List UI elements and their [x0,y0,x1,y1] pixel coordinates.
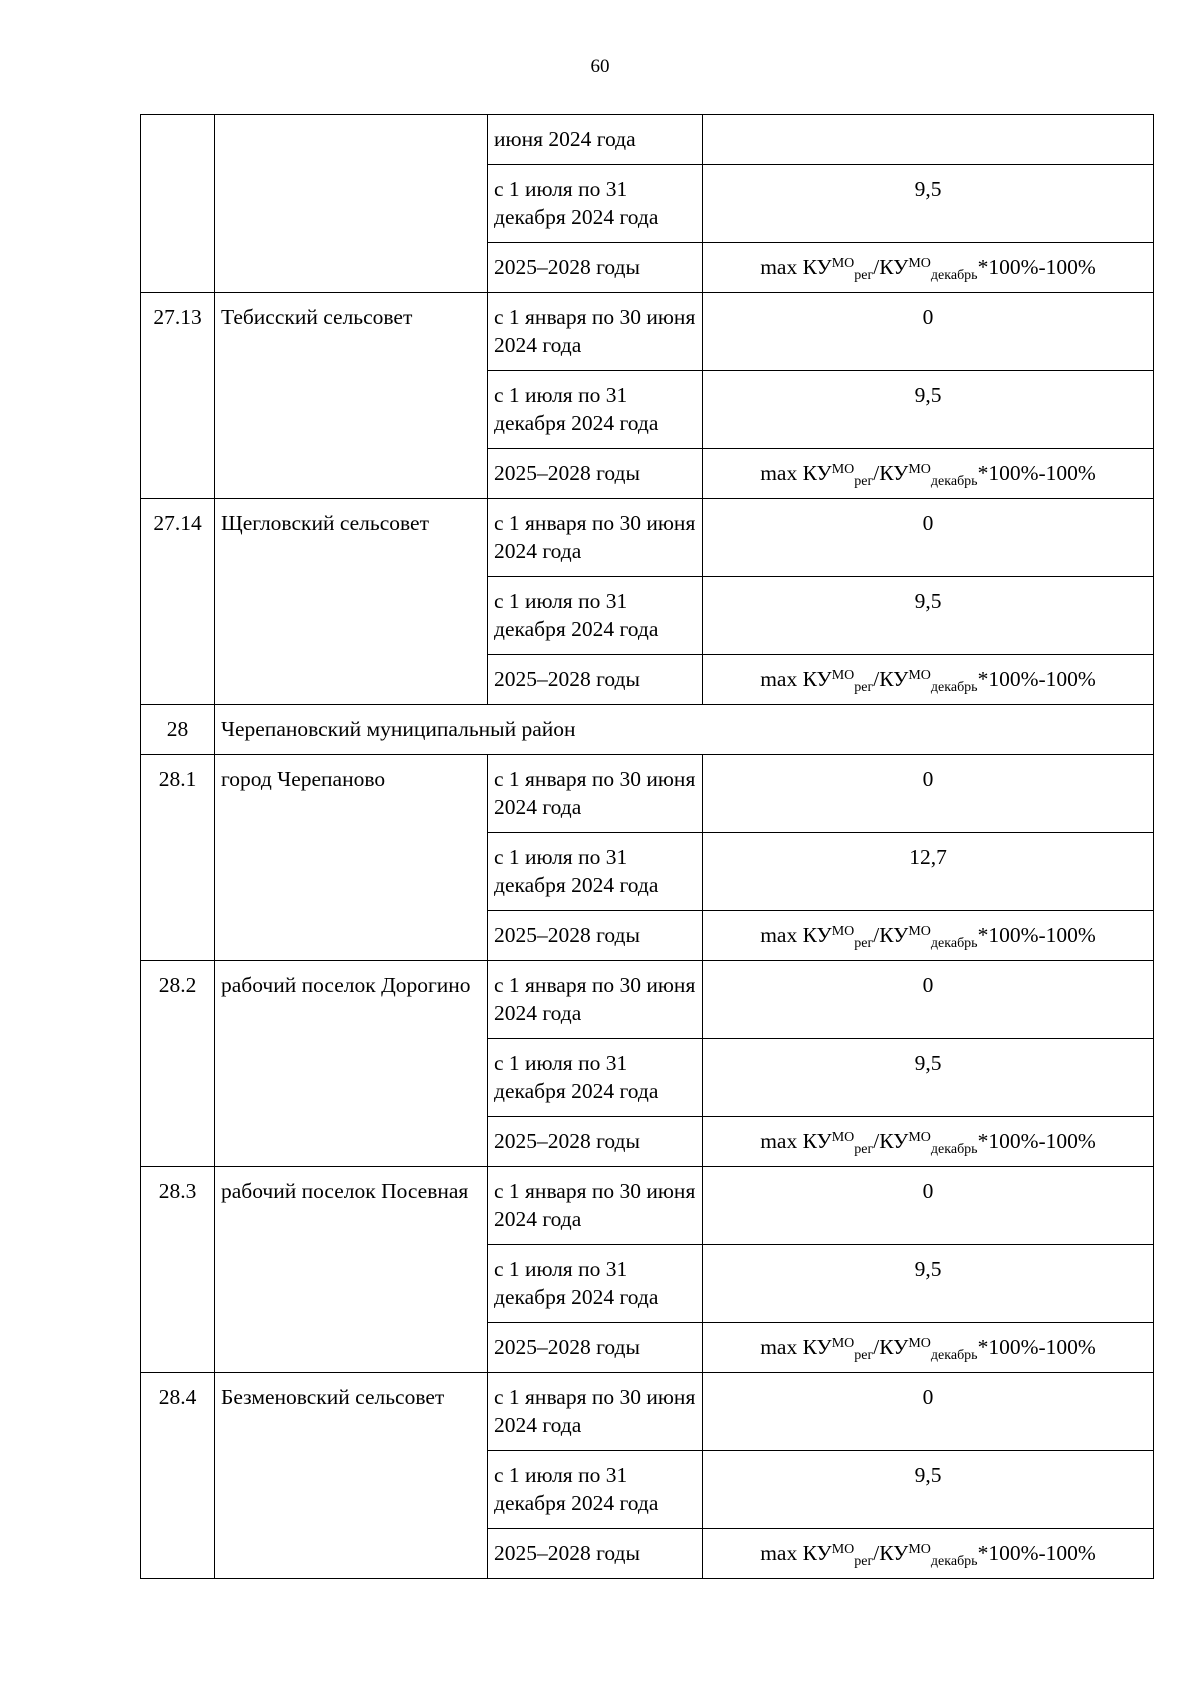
formula-divider: /КУ [873,1129,909,1153]
formula-divider: /КУ [873,255,909,279]
value-cell: 9,5 [703,1039,1154,1117]
value-cell: 12,7 [703,833,1154,911]
period-cell: июня 2024 года [488,115,703,165]
formula-superscript: МО [908,1130,931,1145]
table-row [141,293,1154,371]
entity-name: Безменовский сельсовет [215,1373,488,1579]
entity-name: город Черепаново [215,755,488,961]
formula-suffix: *100%-100% [977,667,1096,691]
growth-formula [703,243,1154,293]
formula-prefix: max КУ [760,461,832,485]
formula-suffix: *100%-100% [977,1541,1096,1565]
formula-suffix: *100%-100% [977,461,1096,485]
value-cell: 0 [703,293,1154,371]
formula-subscript: рег [854,680,874,695]
growth-formula [703,1529,1154,1579]
period-cell: 2025–2028 годы [488,1323,703,1373]
formula-subscript: рег [854,474,874,489]
formula-divider: /КУ [873,923,909,947]
formula-subscript: декабрь [930,474,978,489]
formula-prefix: max КУ [760,1129,832,1153]
formula-superscript: МО [831,668,855,683]
formula-subscript: рег [854,268,874,283]
formula-subscript: рег [854,1554,874,1569]
period-cell: с 1 января по 30 июня 2024 года [488,499,703,577]
row-number: 27.13 [141,293,215,499]
value-cell: 9,5 [703,371,1154,449]
value-cell: 0 [703,1167,1154,1245]
entity-name: рабочий поселок Дорогино [215,961,488,1167]
formula-prefix: max КУ [760,255,832,279]
row-number: 27.14 [141,499,215,705]
table-row [141,961,1154,1039]
formula-prefix: max КУ [760,923,832,947]
period-cell: 2025–2028 годы [488,243,703,293]
period-cell: с 1 июля по 31 декабря 2024 года [488,1039,703,1117]
period-cell: с 1 июля по 31 декабря 2024 года [488,577,703,655]
growth-formula [703,1117,1154,1167]
period-cell: с 1 июля по 31 декабря 2024 года [488,833,703,911]
formula-subscript: рег [854,1348,874,1363]
value-cell: 0 [703,499,1154,577]
growth-formula [703,655,1154,705]
formula-superscript: МО [831,256,855,271]
formula-divider: /КУ [873,1541,909,1565]
row-number: 28.1 [141,755,215,961]
row-number: 28.3 [141,1167,215,1373]
period-cell: 2025–2028 годы [488,655,703,705]
period-cell: с 1 июля по 31 декабря 2024 года [488,1245,703,1323]
formula-subscript: декабрь [930,936,978,951]
tariff-table [140,114,1154,1579]
value-cell: 9,5 [703,577,1154,655]
value-cell: 0 [703,755,1154,833]
formula-superscript: МО [908,924,931,939]
table-row [141,755,1154,833]
formula-superscript: МО [831,1542,855,1557]
formula-superscript: МО [908,462,931,477]
formula-subscript: рег [854,936,874,951]
formula-prefix: max КУ [760,1541,832,1565]
region-row [141,705,1154,755]
value-cell: 0 [703,961,1154,1039]
value-cell: 9,5 [703,1245,1154,1323]
value-cell: 9,5 [703,165,1154,243]
value-cell: 9,5 [703,1451,1154,1529]
formula-prefix: max КУ [760,1335,832,1359]
value-cell: 0 [703,1373,1154,1451]
growth-formula [703,1323,1154,1373]
formula-subscript: декабрь [930,268,978,283]
formula-subscript: декабрь [930,1348,978,1363]
page-number: 60 [590,56,610,77]
formula-subscript: декабрь [930,1142,978,1157]
formula-suffix: *100%-100% [977,1335,1096,1359]
formula-divider: /КУ [873,667,909,691]
growth-formula [703,449,1154,499]
formula-superscript: МО [831,462,855,477]
period-cell: с 1 января по 30 июня 2024 года [488,755,703,833]
tariff-table-body [141,115,1154,1579]
period-cell: с 1 января по 30 июня 2024 года [488,1373,703,1451]
formula-superscript: МО [831,924,855,939]
formula-superscript: МО [908,256,931,271]
formula-superscript: МО [908,1542,931,1557]
period-cell: с 1 января по 30 июня 2024 года [488,293,703,371]
formula-subscript: декабрь [930,1554,978,1569]
formula-divider: /КУ [873,1335,909,1359]
formula-divider: /КУ [873,461,909,485]
row-number: 28.4 [141,1373,215,1579]
period-cell: с 1 января по 30 июня 2024 года [488,961,703,1039]
period-cell: 2025–2028 годы [488,1529,703,1579]
formula-superscript: МО [908,1336,931,1351]
period-cell: с 1 июля по 31 декабря 2024 года [488,1451,703,1529]
table-row [141,499,1154,577]
row-number-cell [141,115,215,293]
entity-name: Тебисский сельсовет [215,293,488,499]
table-row [141,1167,1154,1245]
region-number: 28 [141,705,215,755]
table-row [141,115,1154,165]
period-cell: 2025–2028 годы [488,1117,703,1167]
row-number: 28.2 [141,961,215,1167]
period-cell: 2025–2028 годы [488,449,703,499]
formula-suffix: *100%-100% [977,255,1096,279]
growth-formula [703,911,1154,961]
formula-suffix: *100%-100% [977,923,1096,947]
entity-name: Щегловский сельсовет [215,499,488,705]
formula-superscript: МО [831,1336,855,1351]
formula-subscript: рег [854,1142,874,1157]
formula-prefix: max КУ [760,667,832,691]
formula-superscript: МО [908,668,931,683]
period-cell: с 1 января по 30 июня 2024 года [488,1167,703,1245]
table-row [141,1373,1154,1451]
region-name: Черепановский муниципальный район [215,705,1154,755]
formula-superscript: МО [831,1130,855,1145]
formula-suffix: *100%-100% [977,1129,1096,1153]
value-cell [703,115,1154,165]
period-cell: 2025–2028 годы [488,911,703,961]
period-cell: с 1 июля по 31 декабря 2024 года [488,371,703,449]
period-cell: с 1 июля по 31 декабря 2024 года [488,165,703,243]
formula-subscript: декабрь [930,680,978,695]
entity-name-cell [215,115,488,293]
entity-name: рабочий поселок Посевная [215,1167,488,1373]
